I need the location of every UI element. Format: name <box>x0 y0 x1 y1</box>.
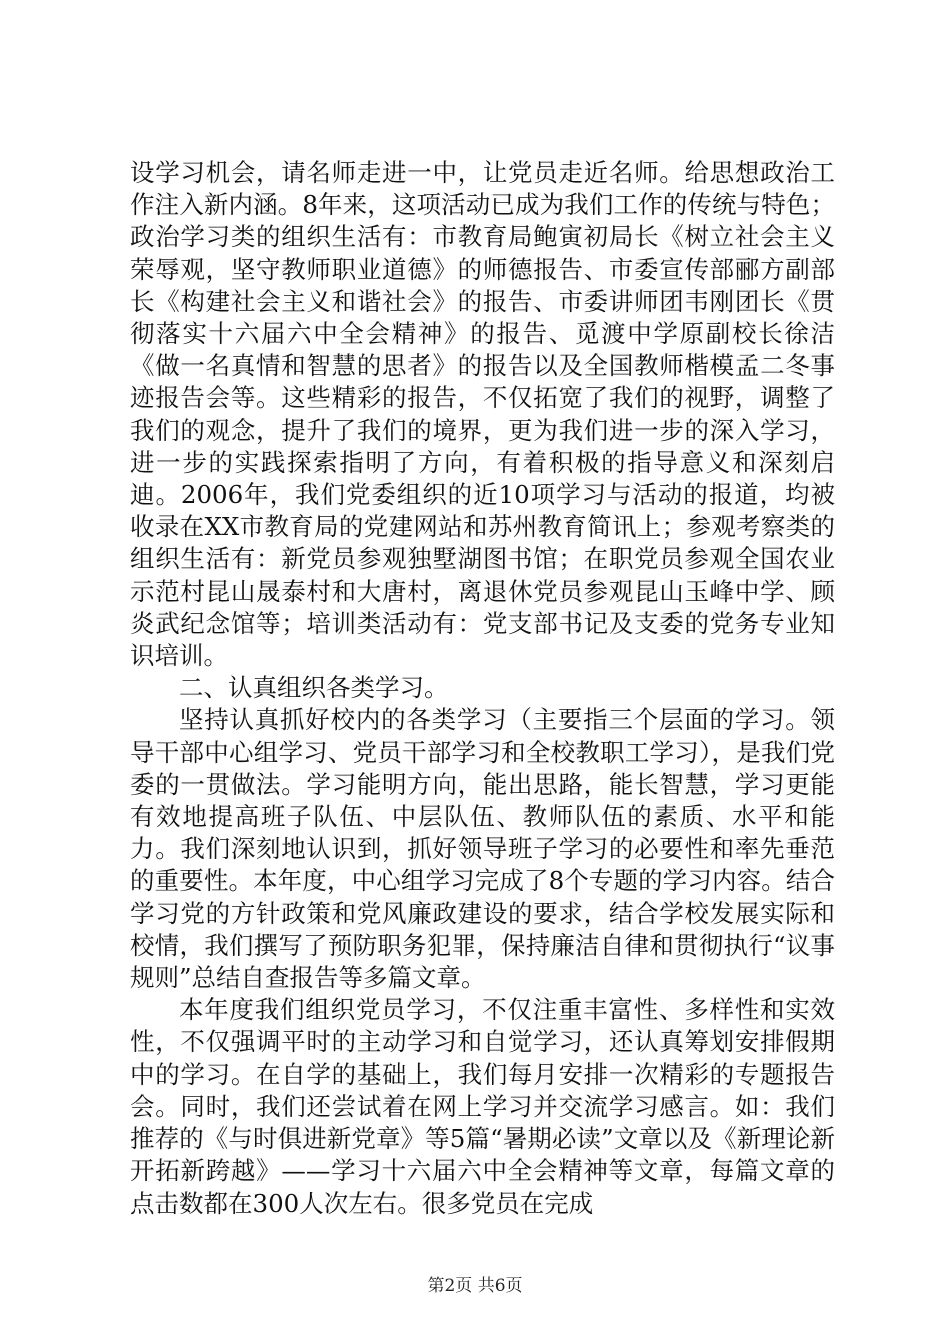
paragraph: 本年度我们组织党员学习，不仅注重丰富性、多样性和实效性，不仅强调平时的主动学习和自觉学习，还认真筹划安排假期中的学习。在自学的基础上，我们每月安排一次精彩的专题报告会。同时，我们还尝试着在网上学习并交流学习感言。如：我们推荐的《与时俱进新党章》等5篇“暑期必读”文章以及《新理论新开拓新跨越》——学习十六届六中全会精神等文章，每篇文章的点击数都在300人次左右。很多党员在完成 <box>130 995 835 1218</box>
page-number-footer: 第2页 共6页 <box>427 1276 523 1296</box>
document-body <box>130 157 835 1220</box>
paragraph-continued: 设学习机会，请名师走进一中，让党员走近名师。给思想政治工作注入新内涵。8年来，这项活动已成为我们工作的传统与特色；政治学习类的组织生活有：市教育局鲍寅初局长《树立社会主义荣辱观，坚守教师职业道德》的师德报告、市委宣传部郦方副部长《构建社会主义和谐社会》的报告、市委讲师团韦刚团长《贯彻落实十六届六中全会精神》的报告、觅渡中学原副校长徐洁《做一名真情和智慧的思者》的报告以及全国教师楷模孟二冬事迹报告会等。这些精彩的报告，不仅拓宽了我们的视野，调整了我们的观念，提升了我们的境界，更为我们进一步的深入学习，进一步的实践探索指明了方向，有着积极的指导意义和深刻启迪。2006年，我们党委组织的近10项学习与活动的报道，均被收录在XX市教育局的党建网站和苏州教育简讯上；参观考察类的组织生活有：新党员参观独墅湖图书馆；在职党员参观全国农业示范村昆山晟泰村和大唐村，离退休党员参观昆山玉峰中学、顾炎武纪念馆等；培训类活动有：党支部书记及支委的党务专业知识培训。 <box>130 158 835 671</box>
section-heading: 二、认真组织各类学习。 <box>179 673 449 703</box>
paragraph: 坚持认真抓好校内的各类学习（主要指三个层面的学习。领导干部中心组学习、党员干部学习和全校教职工学习），是我们党委的一贯做法。学习能明方向，能出思路，能长智慧，学习更能有效地提高班子队伍、中层队伍、教师队伍的素质、水平和能力。我们深刻地认识到，抓好领导班子学习的必要性和率先垂范的重要性。本年度，中心组学习完成了8个专题的学习内容。结合学习党的方针政策和党风廉政建设的要求，结合学校发展实际和校情，我们撰写了预防职务犯罪，保持廉洁自律和贯彻执行“议事规则”总结自查报告等多篇文章。 <box>130 705 835 993</box>
